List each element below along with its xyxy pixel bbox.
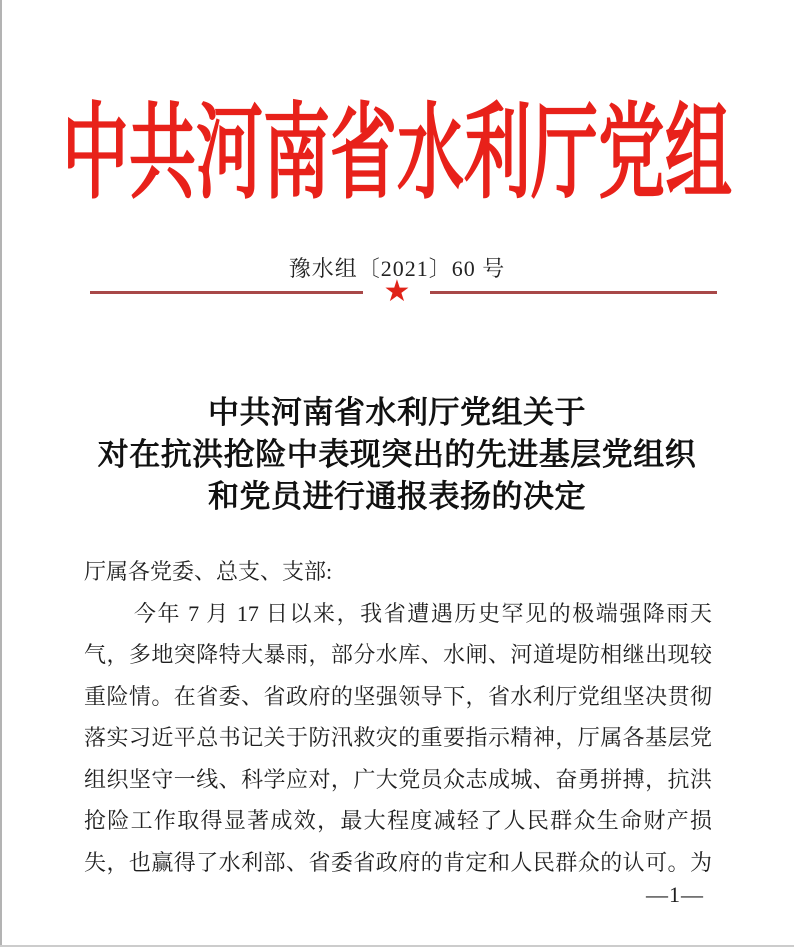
salutation: 厅属各党委、总支、支部: bbox=[84, 559, 333, 584]
document-title-line: 对在抗洪抢险中表现突出的先进基层党组织 bbox=[97, 437, 697, 472]
star-icon: ★ bbox=[383, 274, 411, 309]
body-line: 组织坚守一线、科学应对，广大党员众志成城、奋勇拼搏，抗洪 bbox=[84, 766, 712, 792]
body-line: 气，多地突降特大暴雨，部分水库、水闸、河道堤防相继出现较 bbox=[84, 642, 712, 667]
page-number: —1— bbox=[646, 882, 704, 907]
letterhead-title: 中共河南省水利厅党组 bbox=[62, 96, 732, 212]
document-title bbox=[0, 392, 794, 518]
document-title-line: 和党员进行通报表扬的决定 bbox=[208, 479, 586, 514]
body-line: 失，也赢得了水利部、省委省政府的肯定和人民群众的认可。为 bbox=[84, 849, 712, 875]
red-rule-right bbox=[430, 291, 717, 294]
body-line: 今年 7 月 17 日以来，我省遭遇历史罕见的极端强降雨天 bbox=[134, 600, 712, 626]
body-line: 落实习近平总书记关于防汛救灾的重要指示精神，厅属各基层党 bbox=[84, 725, 712, 750]
body-line: 抢险工作取得显著成效，最大程度减轻了人民群众生命财产损 bbox=[84, 808, 712, 833]
document-title-line: 中共河南省水利厅党组关于 bbox=[208, 395, 586, 430]
document-number: 豫水组〔2021〕60 号 bbox=[288, 256, 506, 281]
red-rule-left bbox=[90, 291, 363, 294]
body-line: 重险情。在省委、省政府的坚强领导下，省水利厅党组坚决贯彻 bbox=[84, 683, 712, 709]
body-text bbox=[84, 551, 712, 883]
